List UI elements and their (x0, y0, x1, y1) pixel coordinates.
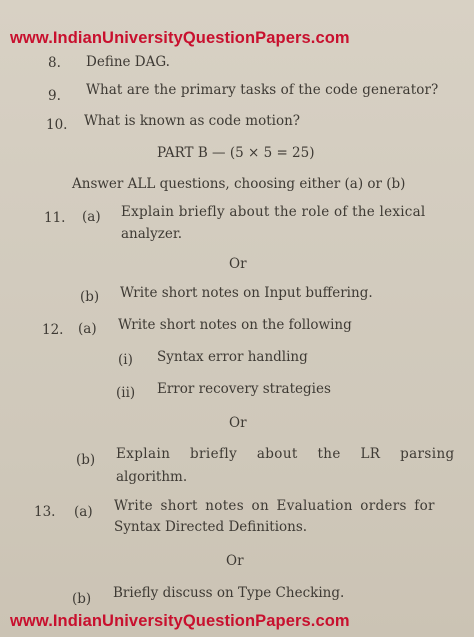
question-12b-line2: algorithm. (116, 469, 188, 485)
question-9-text: What are the primary tasks of the code generator? (86, 82, 439, 98)
question-8-text: Define DAG. (86, 54, 170, 70)
part-b-instruction: Answer ALL questions, choosing either (a) or (b) (72, 176, 406, 192)
question-12a-text: Write short notes on the following (118, 317, 352, 333)
watermark-top: www.IndianUniversityQuestionPapers.com (10, 29, 350, 47)
question-13a-label: (a) (74, 504, 93, 520)
question-12a-sub-ii-text: Error recovery strategies (157, 381, 331, 397)
question-11a-line2: analyzer. (121, 226, 183, 242)
question-10-number: 10. (46, 117, 68, 133)
question-13-or: Or (226, 553, 244, 569)
question-13a-line1: Write short notes on Evaluation orders for (114, 498, 435, 514)
question-12a-sub-i-text: Syntax error handling (157, 349, 308, 365)
question-11-or: Or (229, 256, 247, 272)
question-12-number: 12. (42, 322, 64, 338)
question-11b-label: (b) (80, 289, 100, 305)
question-11b-text: Write short notes on Input buffering. (120, 285, 373, 301)
question-13b-text: Briefly discuss on Type Checking. (113, 585, 345, 601)
question-8-number: 8. (48, 55, 61, 71)
question-12b-label: (b) (76, 452, 96, 468)
question-11a-label: (a) (82, 209, 101, 225)
question-12-or: Or (229, 415, 247, 431)
watermark-bottom: www.IndianUniversityQuestionPapers.com (10, 612, 350, 630)
question-13b-label: (b) (72, 591, 92, 607)
question-13-number: 13. (34, 504, 56, 520)
question-11a-line1: Explain briefly about the role of the lexical (121, 204, 426, 220)
question-12b-line1: Explain briefly about the LR parsing (116, 446, 455, 462)
part-b-heading: PART B — (5 × 5 = 25) (157, 145, 315, 161)
question-12a-sub-ii-label: (ii) (116, 385, 136, 401)
question-9-number: 9. (48, 88, 61, 104)
question-13a-line2: Syntax Directed Definitions. (114, 519, 308, 535)
question-12a-label: (a) (78, 321, 97, 337)
question-12a-sub-i-label: (i) (118, 352, 133, 368)
question-10-text: What is known as code motion? (84, 113, 301, 129)
question-11-number: 11. (44, 210, 66, 226)
